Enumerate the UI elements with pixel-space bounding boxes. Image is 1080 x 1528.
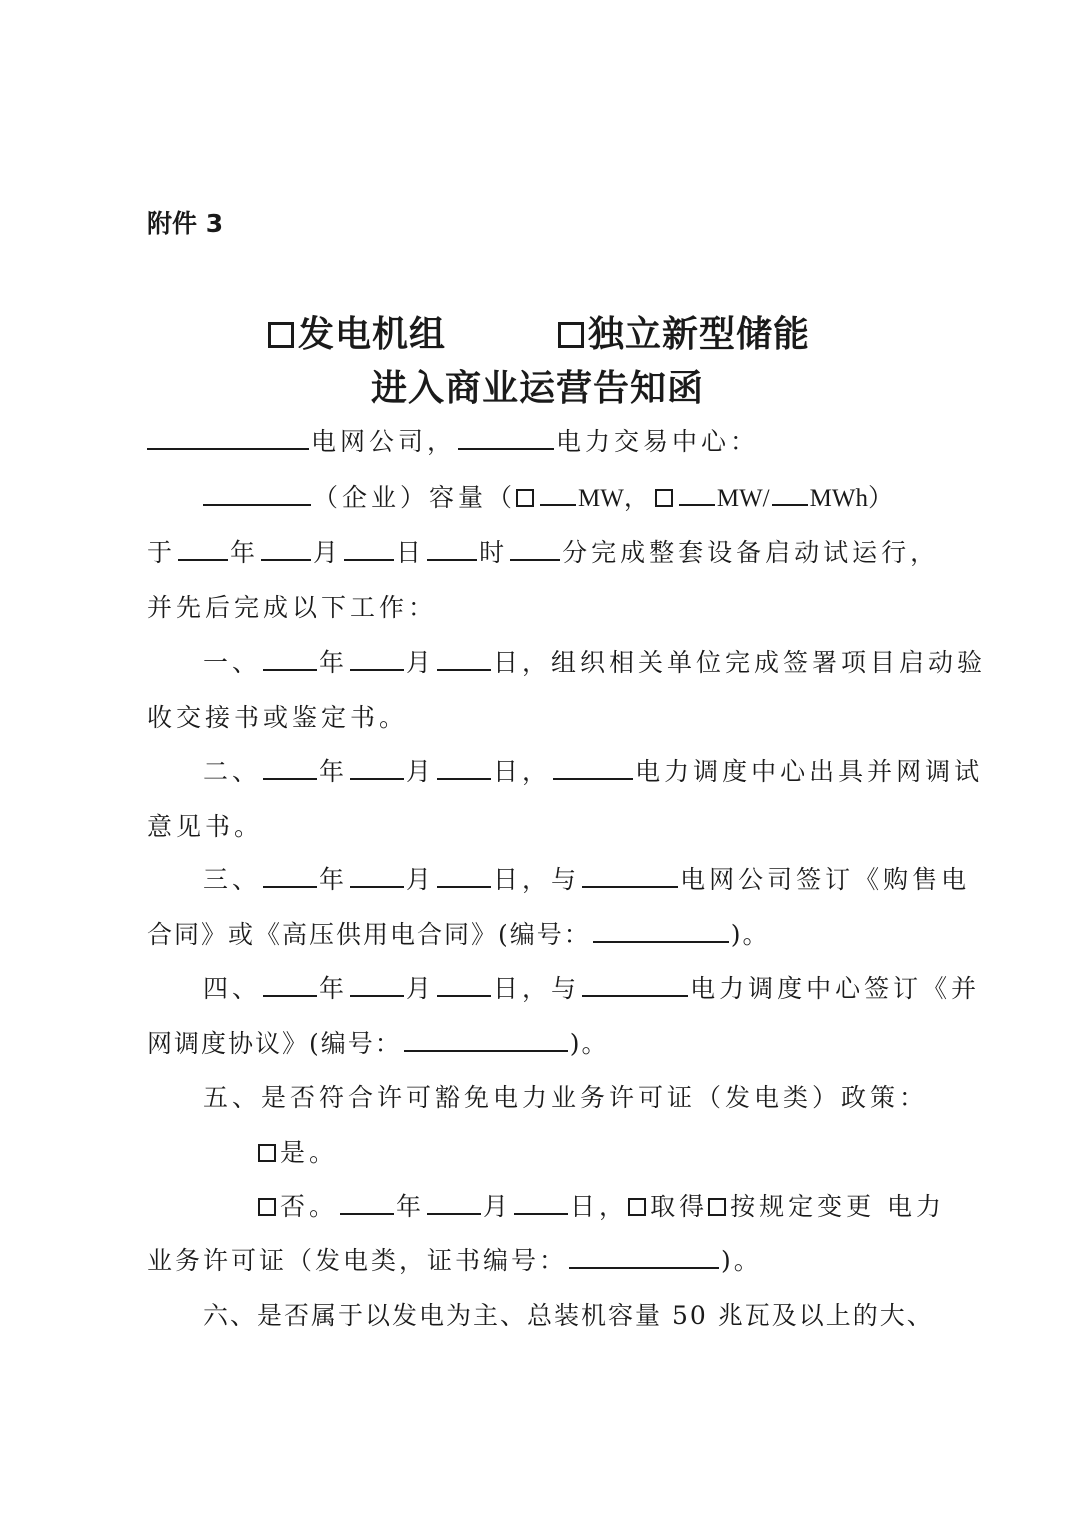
- unit-mwh: MWh）: [809, 485, 893, 512]
- checkbox-storage[interactable]: [558, 322, 584, 348]
- item-1-day-blank[interactable]: [437, 645, 491, 671]
- item-3-continued: [147, 917, 770, 953]
- item-4-prefix: 四、: [203, 974, 262, 1003]
- item-5-month-blank[interactable]: [427, 1189, 481, 1215]
- item-1: [203, 645, 986, 681]
- mw-b-blank[interactable]: [679, 480, 715, 506]
- item-3-mid: 日，与: [493, 865, 581, 894]
- item-5-nian: 年: [396, 1192, 426, 1221]
- checkbox-obtain[interactable]: [628, 1198, 646, 1216]
- item-2-day-blank[interactable]: [437, 754, 491, 780]
- item-3-month-blank[interactable]: [350, 862, 404, 888]
- item-2-yue: 月: [406, 757, 436, 786]
- certificate-number-blank[interactable]: [569, 1243, 719, 1269]
- item-1-prefix: 一、: [203, 648, 262, 677]
- enterprise-blank[interactable]: [203, 480, 311, 506]
- item-3-year-blank[interactable]: [263, 862, 317, 888]
- checkbox-change[interactable]: [708, 1198, 726, 1216]
- intro-yu: 于: [147, 538, 177, 567]
- item-3-cont-text: 合同》或《高压供用电合同》(编号：: [147, 920, 591, 949]
- intro-yue: 月: [313, 538, 343, 567]
- item-4-yue: 月: [406, 974, 436, 1003]
- title-option2-text: 独立新型储能: [588, 314, 811, 355]
- hour-blank[interactable]: [427, 535, 477, 561]
- item-5-no-text: 否。: [280, 1192, 339, 1221]
- item-3: [203, 862, 970, 898]
- item-1-yue: 月: [406, 648, 436, 677]
- intro-line-1: [203, 480, 893, 517]
- item-4-year-blank[interactable]: [263, 971, 317, 997]
- month-blank[interactable]: [261, 535, 311, 561]
- intro-line-2: [147, 535, 939, 571]
- item-5-no: [258, 1189, 945, 1225]
- item-5-year-blank[interactable]: [340, 1189, 394, 1215]
- item-5-cont-text: 业务许可证（发电类，证书编号：: [147, 1246, 568, 1275]
- item-1-nian: 年: [319, 648, 349, 677]
- item-4-dispatch-blank[interactable]: [582, 971, 688, 997]
- item-2-tail: 电力调度中心出具并网调试: [635, 757, 984, 786]
- item-5-yes-text: 是。: [280, 1138, 339, 1167]
- item-3-tail: 电网公司签订《购售电: [680, 865, 971, 894]
- item-2-nian: 年: [319, 757, 349, 786]
- item-5-continued: [147, 1243, 762, 1279]
- intro-enterprise: （企业）容量（: [313, 483, 517, 512]
- item-6: 六、是否属于以发电为主、总装机容量 50 兆瓦及以上的大、: [203, 1301, 934, 1330]
- item-4-continued: [147, 1026, 609, 1062]
- checkbox-generator[interactable]: [268, 322, 294, 348]
- item-2-year-blank[interactable]: [263, 754, 317, 780]
- intro-line-3: 并先后完成以下工作：: [147, 593, 438, 622]
- item-3-grid-blank[interactable]: [582, 862, 678, 888]
- addressee-trading: 电力交易中心：: [556, 427, 760, 456]
- item-5-end: )。: [721, 1246, 762, 1275]
- item-5-obtain: 取得: [650, 1192, 709, 1221]
- item-4-cont-text: 网调度协议》(编号：: [147, 1029, 402, 1058]
- checkbox-mw[interactable]: [516, 489, 534, 507]
- item-3-prefix: 三、: [203, 865, 262, 894]
- item-2-continued: 意见书。: [147, 812, 264, 841]
- grid-company-blank[interactable]: [147, 424, 309, 450]
- item-4-nian: 年: [319, 974, 349, 1003]
- item-1-year-blank[interactable]: [263, 645, 317, 671]
- checkbox-yes[interactable]: [258, 1144, 276, 1162]
- item-2-dispatch-blank[interactable]: [553, 754, 633, 780]
- item-5: 五、是否符合许可豁免电力业务许可证（发电类）政策：: [203, 1083, 929, 1112]
- minute-blank[interactable]: [510, 535, 560, 561]
- item-5-yes: [258, 1135, 338, 1171]
- item-3-day-blank[interactable]: [437, 862, 491, 888]
- addressee-grid: 电网公司，: [311, 427, 457, 456]
- item-4-month-blank[interactable]: [350, 971, 404, 997]
- mw-a-blank[interactable]: [540, 480, 576, 506]
- trading-center-blank[interactable]: [458, 424, 554, 450]
- item-3-yue: 月: [406, 865, 436, 894]
- page-title: 进入商业运营告知函: [371, 368, 705, 409]
- attachment-label: 附件 3: [147, 209, 224, 238]
- item-1-month-blank[interactable]: [350, 645, 404, 671]
- checkbox-no[interactable]: [258, 1198, 276, 1216]
- item-5-no-mid: 日，: [570, 1192, 629, 1221]
- title-option-generator: [268, 306, 446, 357]
- mwh-blank[interactable]: [772, 480, 808, 506]
- dispatch-agreement-number-blank[interactable]: [404, 1026, 568, 1052]
- item-5-change: 按规定变更 电力: [730, 1192, 946, 1221]
- item-2: [203, 754, 983, 790]
- item-1-continued: 收交接书或鉴定书。: [147, 703, 409, 732]
- year-blank[interactable]: [178, 535, 228, 561]
- day-blank[interactable]: [344, 535, 394, 561]
- intro-shi: 时: [479, 538, 509, 567]
- item-4-mid: 日，与: [493, 974, 581, 1003]
- title-option1-text: 发电机组: [298, 314, 447, 355]
- checkbox-mw-mwh[interactable]: [655, 489, 673, 507]
- addressee-line: [147, 424, 759, 460]
- item-3-end: )。: [730, 920, 770, 949]
- unit-mw-a: MW，: [578, 485, 649, 512]
- contract-number-blank[interactable]: [593, 917, 729, 943]
- item-1-tail: 日，组织相关单位完成签署项目启动验: [493, 648, 987, 677]
- item-2-month-blank[interactable]: [350, 754, 404, 780]
- item-4-day-blank[interactable]: [437, 971, 491, 997]
- intro-fen-tail: 分完成整套设备启动试运行，: [562, 538, 940, 567]
- item-3-nian: 年: [319, 865, 349, 894]
- item-2-mid: 日，: [493, 757, 552, 786]
- item-4-end: )。: [569, 1029, 609, 1058]
- title-option-storage: [558, 306, 810, 357]
- unit-mw-b: MW/: [716, 485, 770, 512]
- item-2-prefix: 二、: [203, 757, 262, 786]
- item-4: [203, 971, 980, 1007]
- item-5-yue: 月: [483, 1192, 513, 1221]
- item-5-day-blank[interactable]: [514, 1189, 568, 1215]
- intro-nian: 年: [230, 538, 260, 567]
- intro-ri: 日: [396, 538, 426, 567]
- item-4-tail: 电力调度中心签订《并: [690, 974, 981, 1003]
